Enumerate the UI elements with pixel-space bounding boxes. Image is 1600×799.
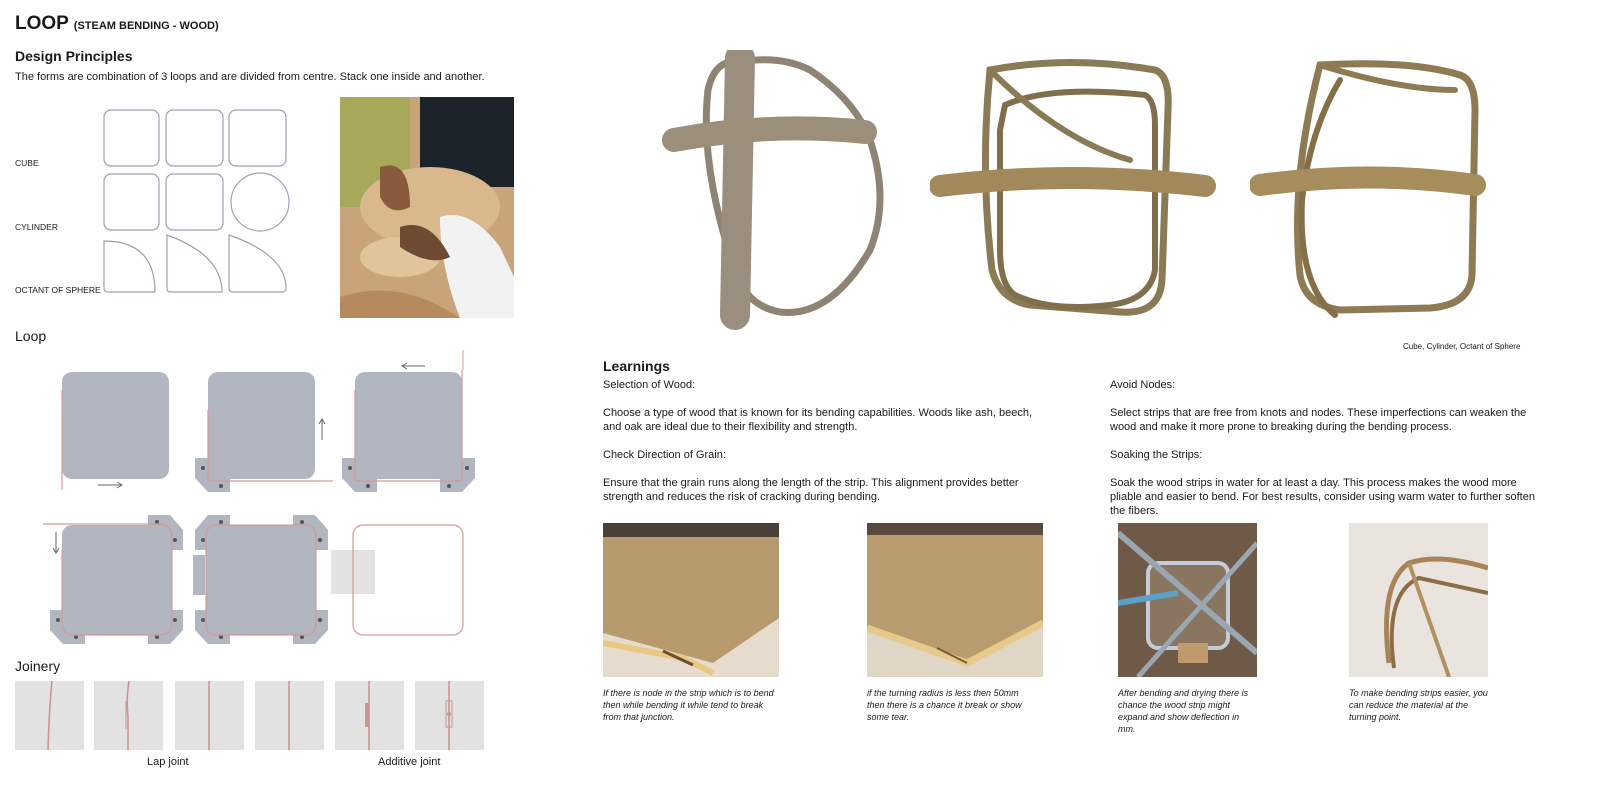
design-principles-text: The forms are combination of 3 loops and are divided from centre. Stack one inside and another. bbox=[15, 71, 485, 83]
octant-loop-sculpture bbox=[1250, 50, 1490, 340]
octant-loop-3 bbox=[229, 235, 286, 292]
learning-text: Soak the wood strips in water for at least a day. This process makes the wood more pliable and easier to bend. For best results, consider using warm water to further soften the fibers. bbox=[1110, 477, 1535, 517]
loop-step-5 bbox=[193, 515, 328, 644]
joint-tile-5 bbox=[335, 681, 404, 750]
joint-tile-4 bbox=[255, 681, 324, 750]
cube-loop-1 bbox=[104, 110, 159, 166]
joint-tile-1 bbox=[15, 681, 84, 750]
cylinder-loop-2 bbox=[166, 174, 223, 230]
learning-item-1 bbox=[603, 378, 1053, 434]
gallery-caption: Cube, Cylinder, Octant of Sphere bbox=[1403, 342, 1521, 351]
photo-caption-1: If there is node in the strip which is to bend then while bending it while tend to break from that junction. bbox=[603, 688, 774, 722]
loop-step-2 bbox=[195, 372, 333, 492]
shape-grid bbox=[100, 105, 295, 300]
hands-bending-photo bbox=[340, 97, 514, 318]
joint-tile-3 bbox=[175, 681, 244, 750]
learning-text: Ensure that the grain runs along the length of the strip. This alignment provides better strength and reduces the risk of cracking during bending. bbox=[603, 477, 1019, 503]
learning-title: Avoid Nodes: bbox=[1110, 379, 1176, 391]
learning-item-4 bbox=[1110, 448, 1550, 518]
learning-text: Select strips that are free from knots and nodes. These imperfections can weaken the wood and make it more prone to breaking during the bending process. bbox=[1110, 407, 1527, 433]
deflection-photo bbox=[1118, 523, 1257, 677]
label-cube: CUBE bbox=[15, 158, 39, 168]
design-principles-heading: Design Principles bbox=[15, 48, 133, 64]
loop-step-4 bbox=[43, 515, 183, 644]
loop-step-1 bbox=[62, 372, 169, 490]
joint-tile-2 bbox=[94, 681, 163, 750]
octant-loop-2 bbox=[167, 235, 222, 292]
learning-item-3 bbox=[1110, 378, 1550, 434]
photo-caption-4: To make bending strips easier, you can reduce the material at the turning point. bbox=[1349, 688, 1488, 722]
photo-caption-3: After bending and drying there is chance the wood strip might expand and show deflection in mm. bbox=[1118, 688, 1249, 734]
loop-step-6 bbox=[331, 525, 463, 635]
label-octant: OCTANT OF SPHERE bbox=[15, 285, 101, 295]
lap-joint-label: Lap joint bbox=[147, 756, 189, 768]
cylinder-loop-sculpture bbox=[930, 50, 1220, 330]
joint-tile-6 bbox=[415, 681, 484, 750]
reduced-material-photo bbox=[1349, 523, 1488, 677]
joinery-heading: Joinery bbox=[15, 658, 61, 674]
photo-caption-2: if the turning radius is less then 50mm then there is a chance it break or show some tear. bbox=[867, 688, 1022, 722]
cube-loop-3 bbox=[229, 110, 286, 166]
loop-step-3 bbox=[342, 350, 475, 492]
additive-joint-label: Additive joint bbox=[378, 756, 441, 768]
cylinder-loop-1 bbox=[104, 174, 159, 230]
node-break-photo bbox=[603, 523, 779, 677]
learning-title: Selection of Wood: bbox=[603, 379, 696, 391]
learning-text: Choose a type of wood that is known for its bending capabilities. Woods like ash, beech, and oak are ideal due to their flexibility and strength. bbox=[603, 407, 1033, 433]
loop-diagrams bbox=[38, 350, 498, 650]
cylinder-loop-3 bbox=[231, 173, 289, 231]
learning-item-2 bbox=[603, 448, 1053, 504]
cube-loop-2 bbox=[166, 110, 223, 166]
title-subtitle: (STEAM BENDING - WOOD) bbox=[73, 20, 219, 32]
page-title bbox=[15, 13, 219, 35]
learnings-heading: Learnings bbox=[603, 358, 670, 374]
learning-title: Soaking the Strips: bbox=[1110, 449, 1203, 461]
title-main: LOOP bbox=[15, 13, 69, 34]
learning-title: Check Direction of Grain: bbox=[603, 449, 726, 461]
loop-heading: Loop bbox=[15, 328, 47, 344]
cube-loop-sculpture bbox=[660, 50, 900, 330]
octant-loop-1 bbox=[104, 241, 155, 292]
label-cylinder: CYLINDER bbox=[15, 222, 58, 232]
radius-tear-photo bbox=[867, 523, 1043, 677]
